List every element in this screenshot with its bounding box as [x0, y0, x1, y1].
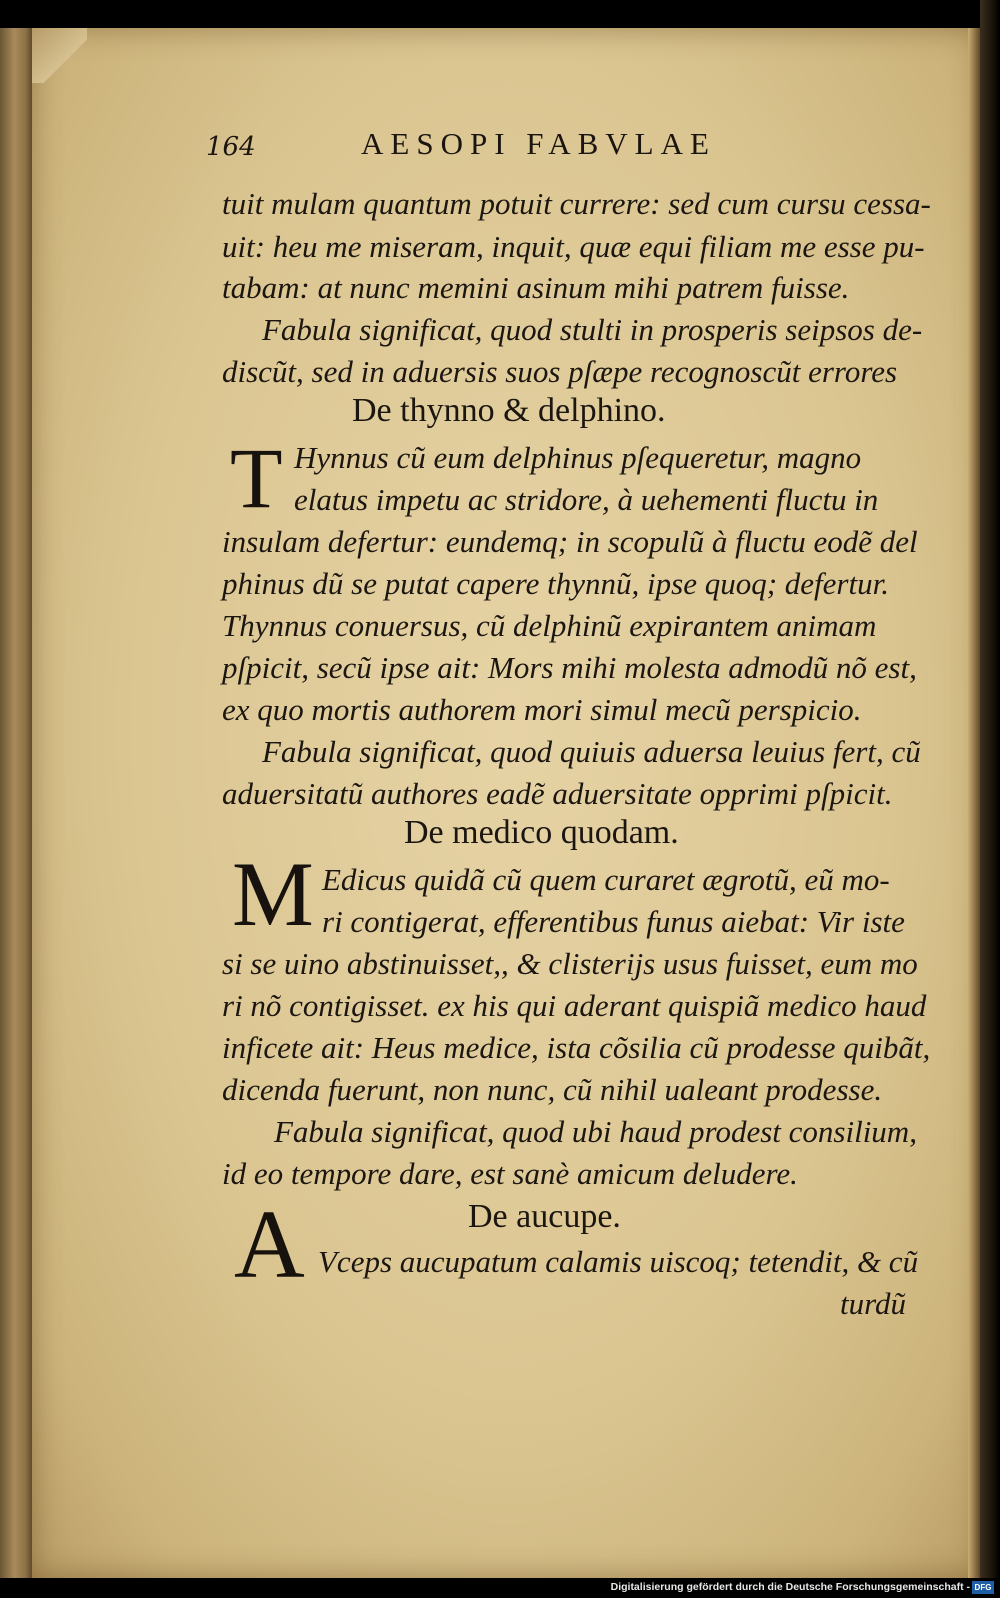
moral-line: aduersitatũ authores eadẽ aduersitate opprimi pſpicit.	[222, 776, 893, 811]
text-line: tabam: at nunc memini asinum mihi patrem fuisse.	[222, 270, 850, 305]
scan-top-border	[0, 0, 1000, 28]
text-line: ri nõ contigisset. ex his qui aderant quispiã medico haud	[222, 988, 927, 1023]
fable-title: De aucupe.	[468, 1198, 621, 1235]
text-line: tuit mulam quantum potuit currere: sed cum cursu cessa-	[222, 186, 931, 221]
text-line: inficete ait: Heus medice, ista cõsilia cũ prodesse quibãt,	[222, 1030, 931, 1065]
moral-line: discũt, sed in aduersis suos pſæpe recognoscũt errores	[222, 354, 898, 389]
moral-line: Fabula significat, quod stulti in prosperis seipsos de-	[262, 312, 923, 347]
running-head: AESOPI FABVLAE	[361, 126, 716, 161]
page-header	[206, 126, 766, 166]
text-line: si se uino abstinuisset,, & clisterijs usus fuisset, eum mo	[222, 946, 918, 981]
page-corner-fold	[32, 28, 87, 83]
drop-initial: T	[230, 430, 283, 526]
moral-line: id eo tempore dare, est sanè amicum deludere.	[222, 1156, 798, 1191]
text-line: dicenda fuerunt, non nunc, cũ nihil ualeant prodesse.	[222, 1072, 883, 1107]
catchword: turdũ	[840, 1286, 907, 1321]
text-line: Edicus quidã cũ quem curaret ægrotũ, eũ mo-	[322, 862, 890, 897]
moral-line: Fabula significat, quod ubi haud prodest consilium,	[274, 1114, 917, 1149]
fable-title: De medico quodam.	[404, 814, 679, 851]
text-line: phinus dũ se putat capere thynnũ, ipse quoq; defertur.	[222, 566, 889, 601]
drop-initial: M	[232, 843, 314, 945]
moral-line: Fabula significat, quod quiuis aduersa leuius fert, cũ	[262, 734, 921, 769]
text-line: ri contigerat, efferentibus funus aiebat: Vir iste	[322, 904, 905, 939]
scan-right-border	[980, 0, 1000, 1580]
digitization-credit: Digitalisierung gefördert durch die Deutsche Forschungsgemeinschaft -	[610, 1581, 970, 1593]
text-line: pſpicit, secũ ipse ait: Mors mihi molesta admodũ nõ est,	[222, 650, 917, 685]
text-line: uit: heu me miseram, inquit, quæ equi filiam me esse pu-	[222, 229, 925, 264]
text-line: Vceps aucupatum calamis uiscoq; tetendit, & cũ	[318, 1244, 919, 1279]
fable-title: De thynno & delphino.	[352, 392, 666, 429]
text-line: insulam defertur: eundemq; in scopulũ à fluctu eodẽ del	[222, 524, 918, 559]
text-line: Hynnus cũ eum delphinus pſequeretur, magno	[294, 440, 862, 475]
page-number: 164	[206, 132, 256, 162]
text-line: elatus impetu ac stridore, à uehementi fluctu in	[294, 482, 879, 517]
text-line: Thynnus conuersus, cũ delphinũ expirantem animam	[222, 608, 877, 643]
text-line: ex quo mortis authorem mori simul mecũ perspicio.	[222, 692, 862, 727]
drop-initial: A	[234, 1191, 305, 1299]
dfg-logo: DFG	[972, 1581, 994, 1594]
book-binding	[0, 28, 32, 1578]
